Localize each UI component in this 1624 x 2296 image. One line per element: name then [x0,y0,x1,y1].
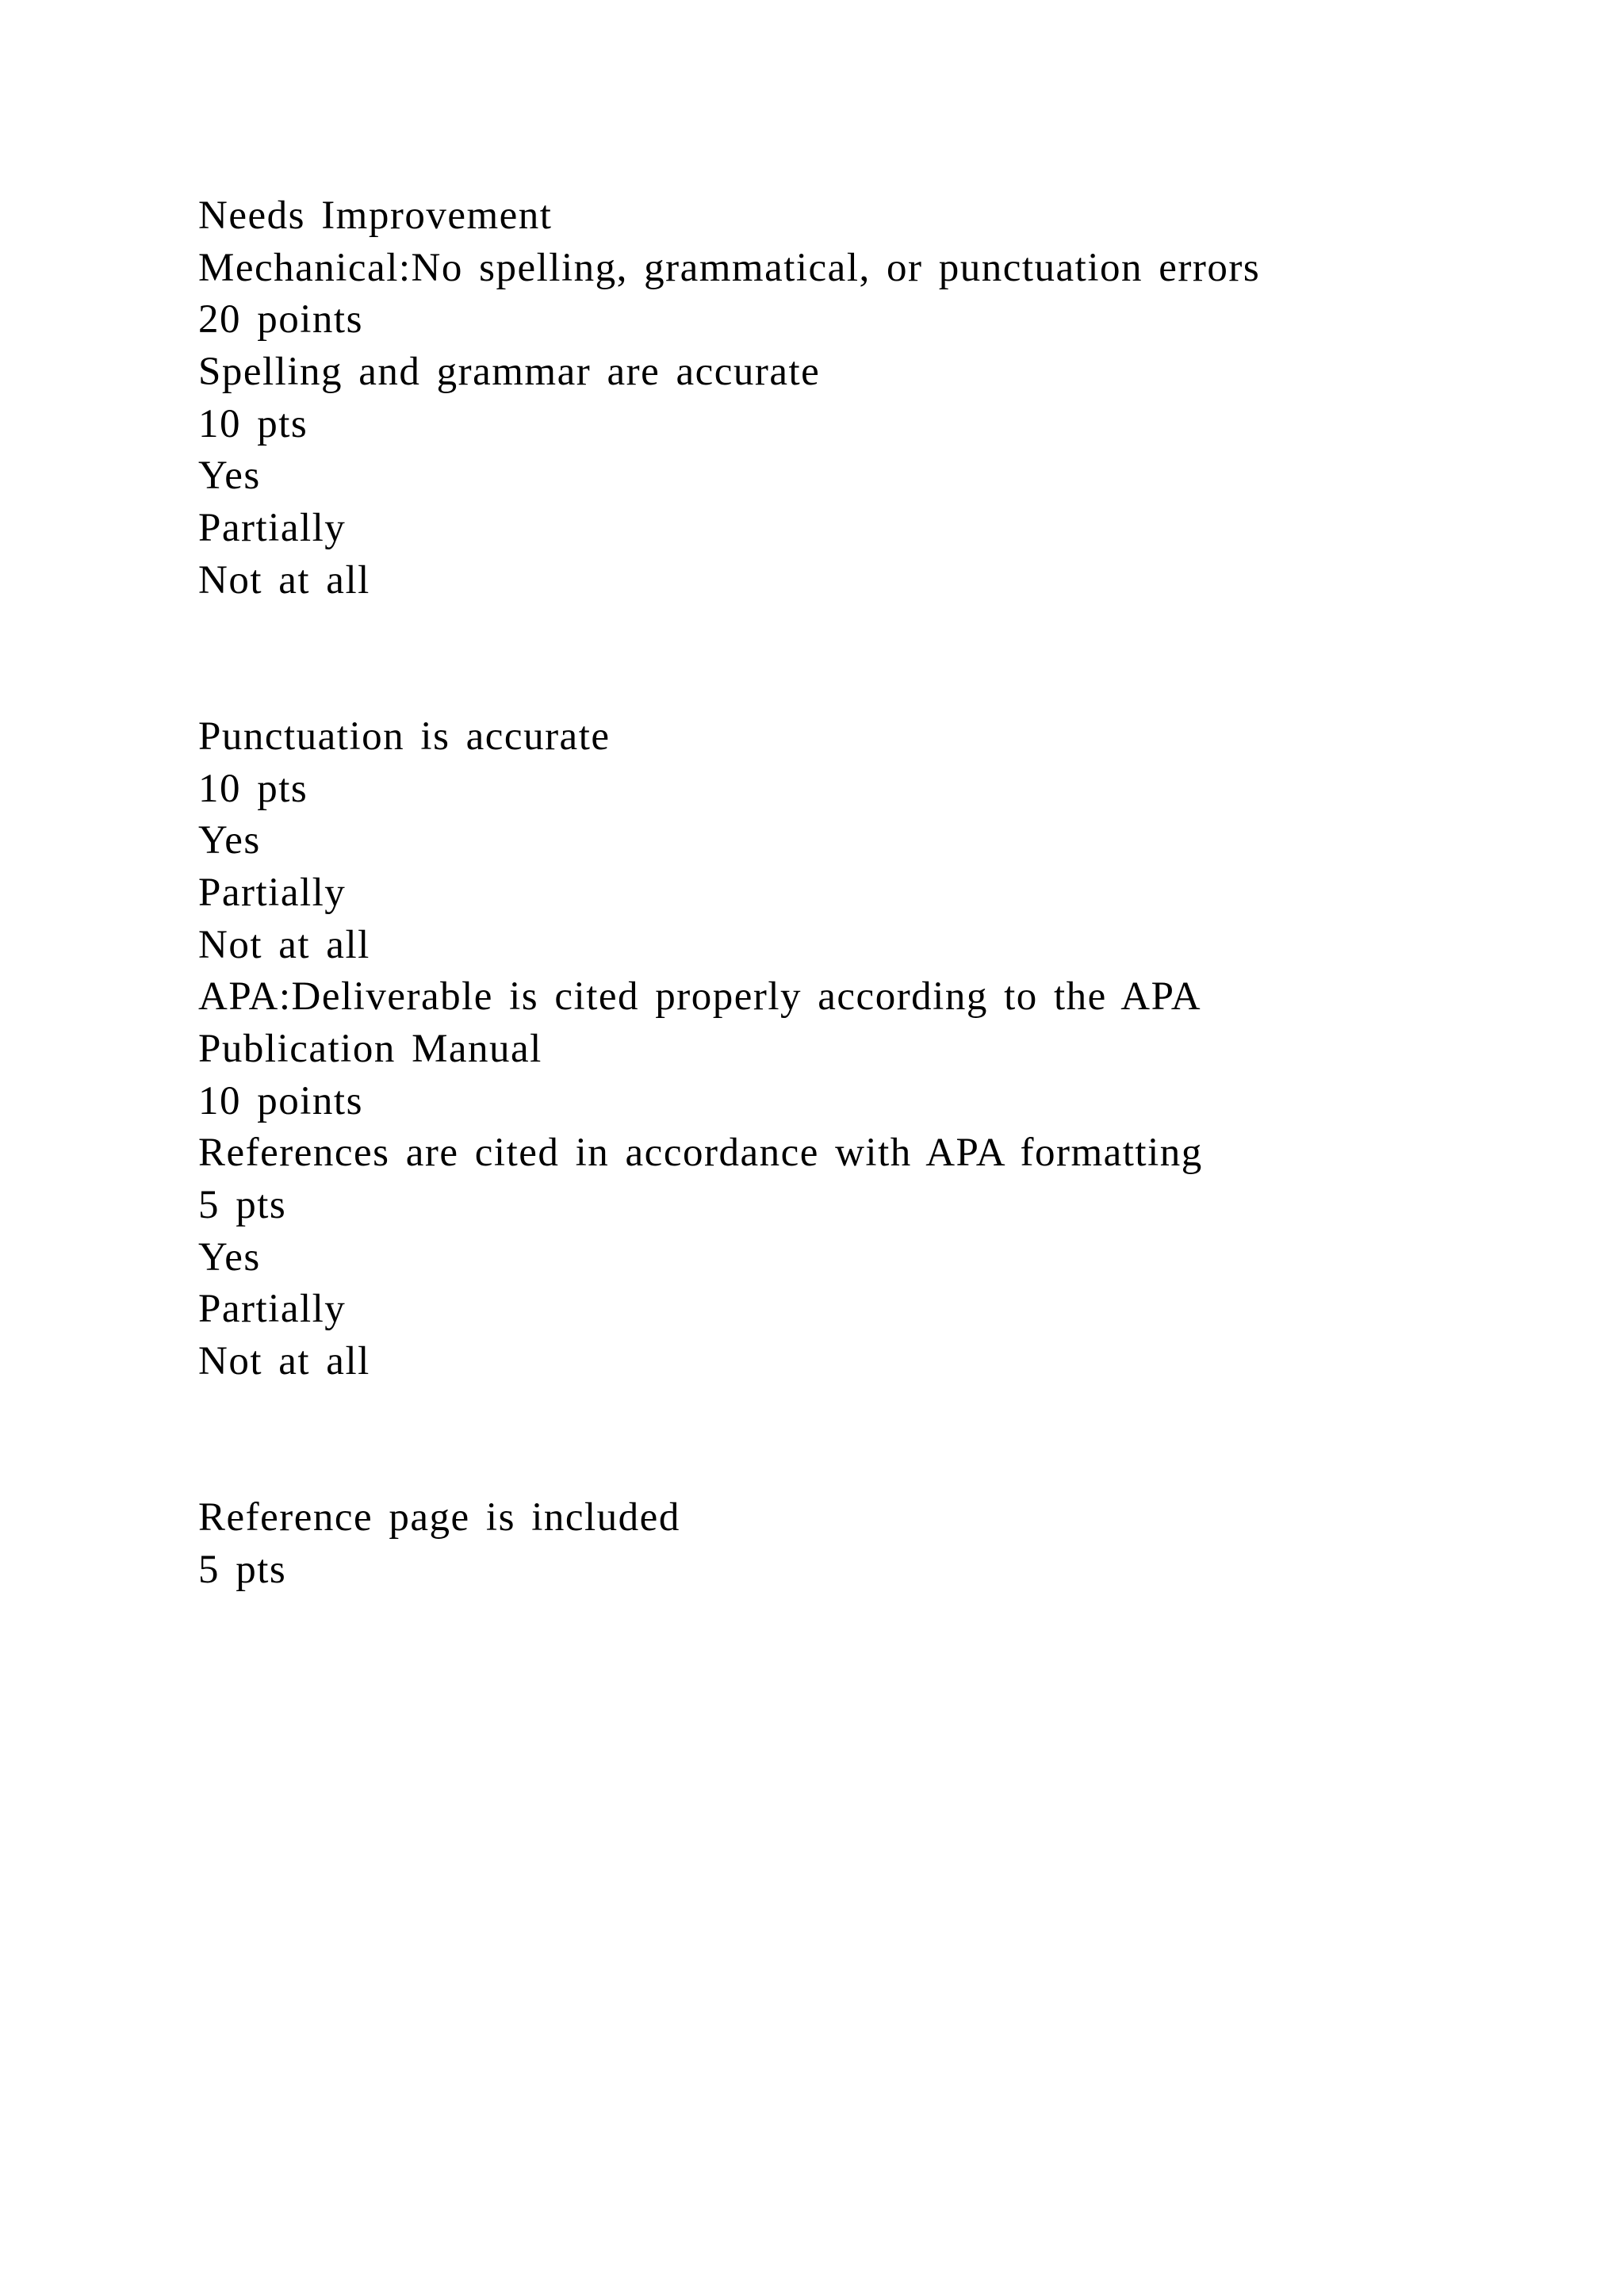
text-line: Not at all [198,922,370,967]
text-line: References are cited in accordance with APA formatting [198,1131,1203,1176]
text-line: Not at all [198,557,370,603]
text-line: Mechanical:No spelling, grammatical, or punctuation errors [198,245,1261,290]
text-line: Publication Manual [198,1027,542,1072]
text-line: Not at all [198,1339,370,1384]
text-line: Partially [198,1287,347,1332]
text-line: Yes [198,1234,261,1280]
blank-space [198,1388,1467,1492]
text-line: 10 pts [198,766,308,811]
text-line: Yes [198,818,261,863]
text-line: Yes [198,453,261,499]
text-line: Punctuation is accurate [198,714,611,759]
text-line: 5 pts [198,1183,287,1228]
text-line: Partially [198,870,347,915]
text-line: Needs Improvement [198,193,553,238]
text-line: 5 pts [198,1547,287,1592]
text-line: 20 points [198,297,363,342]
text-line: Reference page is included [198,1495,680,1540]
blank-space [198,607,1467,711]
document-page [198,190,1467,1597]
text-line: Spelling and grammar are accurate [198,350,821,395]
text-line: 10 points [198,1078,363,1123]
text-line: APA:Deliverable is cited properly according to the APA [198,974,1202,1020]
text-line: Partially [198,506,347,551]
text-line: 10 pts [198,401,308,446]
